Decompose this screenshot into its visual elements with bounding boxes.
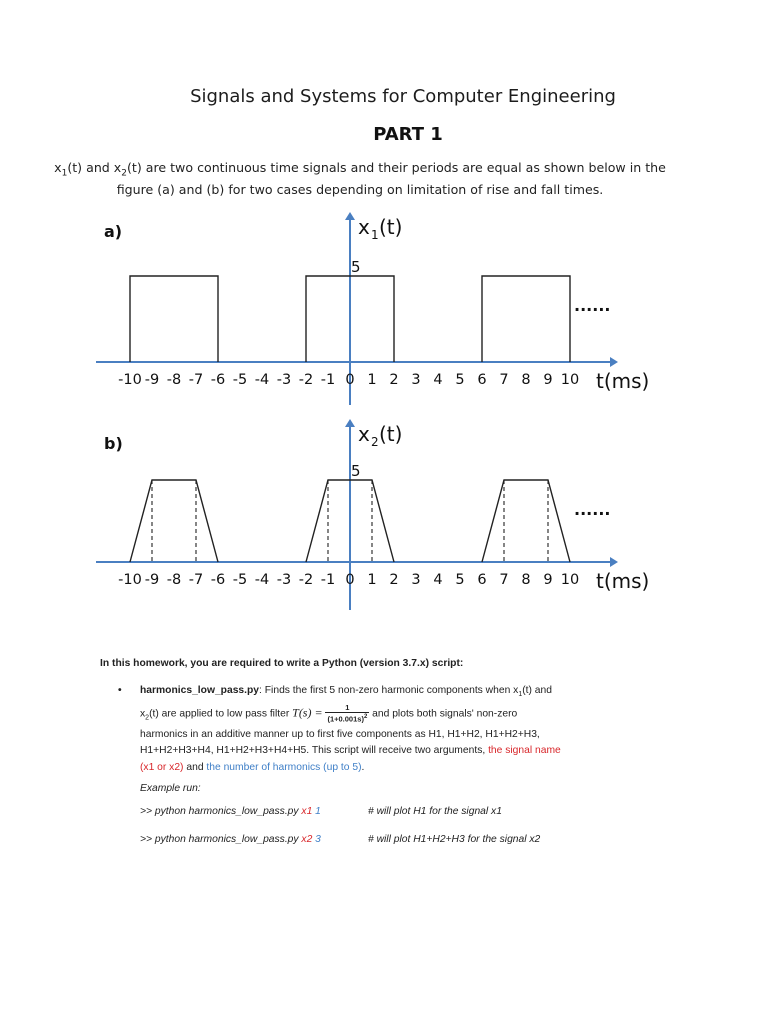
- intro-line-2: figure (a) and (b) for two cases depending on limitation of rise and fall times.: [116, 181, 604, 197]
- figure-a-tick-label: 1: [367, 372, 377, 388]
- figure-a-tick-label: 9: [543, 372, 553, 388]
- intro-text-c: (t) are two continuous time signals and their periods are equal as shown below in the: [126, 160, 666, 175]
- figure-b-signal-arg: (t): [379, 422, 403, 446]
- run-1-signal: x1: [301, 805, 313, 817]
- script-name: harmonics_low_pass.py: [140, 685, 260, 696]
- figure-a-tick-label: 7: [499, 372, 509, 388]
- figure-b-tick-label: -2: [298, 572, 314, 588]
- tf-numerator: 1: [325, 704, 369, 713]
- figure-a-label: a): [104, 222, 123, 241]
- example-heading: Example run:: [140, 782, 201, 794]
- figure-b-tick-label: -6: [210, 572, 226, 588]
- figure-a-tick-label: -8: [166, 372, 182, 388]
- figure-b-tick-label: -4: [254, 572, 270, 588]
- figure-b-tick-label: -8: [166, 572, 182, 588]
- figure-b-tick-label: 2: [389, 572, 399, 588]
- figure-b-tick-label: -9: [144, 572, 160, 588]
- figure-b-tick-label: 10: [560, 572, 580, 588]
- desc-1: : Finds the first 5 non-zero harmonic components when x: [259, 685, 519, 696]
- run-1-number: 1: [312, 805, 321, 817]
- figure-a-time-axis-arrow: [610, 357, 618, 367]
- figure-a-signal-sub: 1: [371, 228, 379, 242]
- run-1-comment: # will plot H1 for the signal x1: [368, 805, 502, 817]
- homework-bullet: [100, 683, 620, 777]
- part-heading: PART 1: [373, 124, 443, 145]
- figure-b-tick-label: -7: [188, 572, 204, 588]
- and-text: and: [183, 761, 207, 773]
- run-2-command: [140, 834, 321, 845]
- figure-a-ellipsis: ......: [574, 296, 611, 315]
- desc-sub-1: 1: [518, 691, 523, 699]
- run-2-number: 3: [312, 833, 321, 845]
- figure-b-tick-label: 4: [433, 572, 443, 588]
- figure-b-plot: [0, 412, 768, 612]
- figure-a-tick-label: 5: [455, 372, 465, 388]
- figure-b-time-axis-arrow: [610, 557, 618, 567]
- figure-a-pulse: [130, 276, 218, 362]
- figure-b-tick-label: 0: [345, 572, 355, 588]
- figure-b-tick-label: 9: [543, 572, 553, 588]
- tf-denominator-base: (1+0.001s): [327, 714, 364, 724]
- intro-text-a: x: [54, 160, 62, 175]
- figure-a-tick-label: 0: [345, 372, 355, 388]
- run-1-cmd-text: >> python harmonics_low_pass.py: [140, 805, 302, 817]
- figure-b-tick-label: 8: [521, 572, 531, 588]
- intro-sub-1: 1: [61, 168, 68, 179]
- figure-a-tick-label: -7: [188, 372, 204, 388]
- figure-a-tick-label: 4: [433, 372, 443, 388]
- figure-b-trapezoid: [482, 480, 570, 562]
- figure-b-tick-label: 5: [455, 572, 465, 588]
- figure-b-signal-name: x: [358, 422, 370, 446]
- run-1-command: [140, 806, 321, 817]
- desc-4: and plots both signals' non-zero: [369, 708, 518, 720]
- figure-b-tick-label: 6: [477, 572, 487, 588]
- figure-b-tick-label: 3: [411, 572, 421, 588]
- figure-b-tick-label: 7: [499, 572, 509, 588]
- arg-harmonics: the number of harmonics (up to 5): [206, 761, 362, 773]
- document-title: Signals and Systems for Computer Engineering: [190, 86, 616, 107]
- figure-b-tick-label: -5: [232, 572, 248, 588]
- desc-5: harmonics in an additive manner up to first five components as H1, H1+H2, H1+H2+H3,: [140, 728, 540, 740]
- figure-b-trapezoid: [130, 480, 218, 562]
- arg-signal-name: the signal name: [488, 745, 561, 757]
- figure-a-amplitude-label: 5: [351, 258, 361, 276]
- transfer-function-label: T(s) =: [292, 705, 323, 720]
- intro-sub-2: 2: [121, 168, 127, 179]
- figure-a-tick-label: 6: [477, 372, 487, 388]
- run-2-cmd-text: >> python harmonics_low_pass.py: [140, 833, 302, 845]
- bullet-icon: •: [118, 685, 122, 696]
- intro-paragraph: [30, 160, 690, 198]
- figure-b-tick-label: -10: [118, 572, 142, 588]
- figure-b-signal-sub: 2: [371, 435, 379, 449]
- figure-a-pulse: [482, 276, 570, 362]
- example-run-2: [140, 834, 620, 850]
- tf-denominator: [325, 713, 369, 724]
- figure-a-tick-label: -6: [210, 372, 226, 388]
- figure-a-signal-arg: (t): [379, 215, 403, 239]
- desc-3b: (t) are applied to low pass filter: [149, 708, 293, 720]
- transfer-function-fraction: [325, 704, 369, 724]
- desc-3a: x: [140, 708, 146, 720]
- desc-sub-2: 2: [145, 714, 150, 722]
- figure-a-tick-label: -2: [298, 372, 314, 388]
- figure-a-plot: [0, 205, 768, 395]
- figure-a-tick-label: 10: [560, 372, 580, 388]
- arg-signal-name-cont: (x1 or x2): [140, 761, 184, 773]
- homework-section: [100, 658, 620, 850]
- run-2-comment: # will plot H1+H2+H3 for the signal x2: [368, 833, 541, 845]
- desc-2: (t) and: [522, 685, 552, 696]
- run-2-signal: x2: [301, 833, 313, 845]
- figure-b-tick-label: 1: [367, 572, 377, 588]
- figure-a-tick-label: -5: [232, 372, 248, 388]
- example-run-1: [140, 806, 620, 822]
- homework-intro: In this homework, you are required to write a Python (version 3.7.x) script:: [100, 658, 464, 669]
- figure-a-tick-label: 8: [521, 372, 531, 388]
- figure-b-tick-label: -1: [320, 572, 336, 588]
- figure-a-tick-label: -10: [118, 372, 142, 388]
- figure-a-tick-label: 3: [411, 372, 421, 388]
- example-runs: [100, 806, 620, 850]
- figure-a-signal-name: x: [358, 215, 370, 239]
- figure-a-tick-label: -3: [276, 372, 292, 388]
- desc-period: .: [361, 761, 365, 773]
- figure-a-tick-label: 2: [389, 372, 399, 388]
- figure-b-label: b): [104, 434, 123, 453]
- figure-b-time-label: t(ms): [596, 569, 650, 593]
- figure-a-tick-label: -1: [320, 372, 336, 388]
- tf-denominator-exponent: 2: [363, 713, 368, 720]
- figure-b-amplitude-axis-arrow: [345, 419, 355, 427]
- desc-6: H1+H2+H3+H4, H1+H2+H3+H4+H5. This script will receive two arguments,: [140, 745, 489, 757]
- figure-a-tick-label: -9: [144, 372, 160, 388]
- figure-b-tick-label: -3: [276, 572, 292, 588]
- figure-b-ellipsis: ......: [574, 500, 611, 519]
- figure-b-amplitude-label: 5: [351, 462, 361, 480]
- figure-a-amplitude-axis-arrow: [345, 212, 355, 220]
- intro-text-b: (t) and x: [67, 160, 122, 175]
- figure-a-time-label: t(ms): [596, 369, 650, 393]
- figure-a-tick-label: -4: [254, 372, 270, 388]
